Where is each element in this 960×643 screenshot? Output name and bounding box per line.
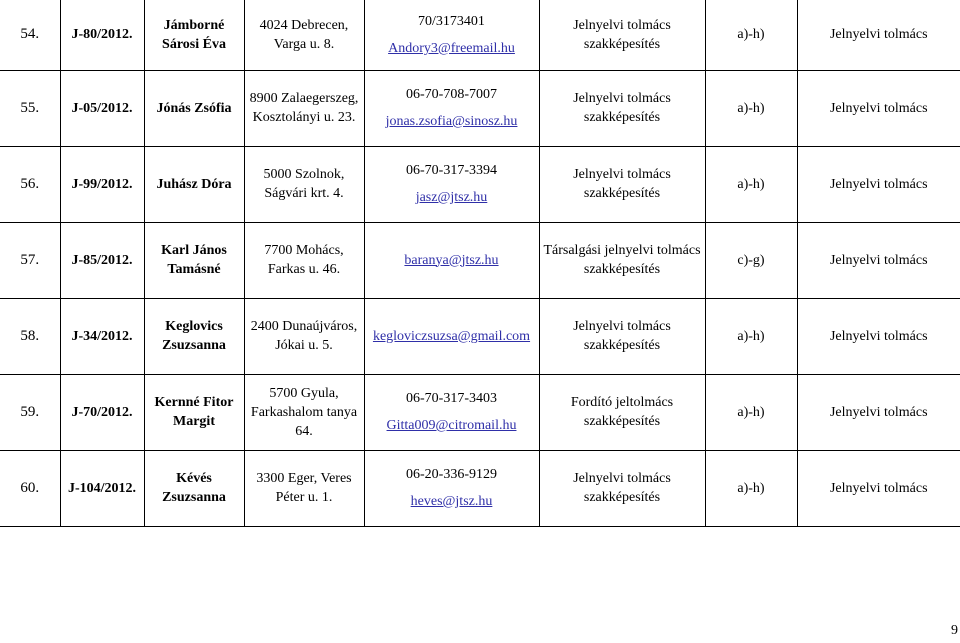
address-line: 5000 Szolnok,: [263, 167, 345, 182]
registration-number: J-34/2012.: [60, 298, 144, 374]
row-number: 58.: [0, 298, 60, 374]
address-line: Ságvári krt. 4.: [264, 186, 344, 201]
qualification: Jelnyelvi tolmács szakképesítés: [539, 0, 705, 70]
address-line: Jókai u. 5.: [275, 338, 333, 353]
address-line: 4024 Debrecen,: [259, 17, 349, 33]
scope-code: a)-h): [705, 298, 797, 374]
person-name: Jámborné Sárosi Éva: [144, 0, 244, 70]
person-name: Karl János Tamásné: [144, 222, 244, 298]
address-line: 3300 Eger, Veres: [256, 471, 352, 486]
table-row: [0, 298, 960, 374]
scope-code: a)-h): [705, 70, 797, 146]
scope-code: a)-h): [705, 0, 797, 70]
row-number: 56.: [0, 146, 60, 222]
email-link[interactable]: jasz@jtsz.hu: [415, 190, 488, 205]
address-line: Farkashalom tanya: [250, 404, 358, 420]
contact-cell: [364, 374, 539, 450]
phone-number: 06-70-708-7007: [406, 87, 497, 102]
field-of-activity: Jelnyelvi tolmács: [797, 374, 960, 450]
contact-cell: [364, 70, 539, 146]
qualification: Jelnyelvi tolmács szakképesítés: [539, 70, 705, 146]
registration-number: J-104/2012.: [60, 450, 144, 526]
row-number: 55.: [0, 70, 60, 146]
address-cell: [244, 222, 364, 298]
address-cell: [244, 0, 364, 70]
scope-code: a)-h): [705, 146, 797, 222]
contact-cell: [364, 450, 539, 526]
person-name: Kernné Fitor Margit: [144, 374, 244, 450]
phone-number: 06-70-317-3394: [406, 163, 497, 178]
field-of-activity: Jelnyelvi tolmács: [797, 146, 960, 222]
address-cell: [244, 70, 364, 146]
scope-code: a)-h): [705, 450, 797, 526]
row-number: 59.: [0, 374, 60, 450]
page-number: 9: [951, 623, 958, 638]
qualification: Fordító jeltolmács szakképesítés: [539, 374, 705, 450]
address-line: 7700 Mohács,: [264, 243, 344, 258]
email-link[interactable]: baranya@jtsz.hu: [404, 252, 499, 268]
person-name: Kévés Zsuzsanna: [144, 450, 244, 526]
email-link[interactable]: Gitta009@citromail.hu: [386, 418, 517, 433]
field-of-activity: Jelnyelvi tolmács: [797, 70, 960, 146]
registration-number: J-85/2012.: [60, 222, 144, 298]
row-number: 57.: [0, 222, 60, 298]
email-link[interactable]: jonas.zsofia@sinosz.hu: [385, 114, 518, 129]
registration-number: J-99/2012.: [60, 146, 144, 222]
address-cell: [244, 146, 364, 222]
address-line: 5700 Gyula,: [269, 385, 339, 401]
email-link[interactable]: Andory3@freemail.hu: [388, 40, 515, 56]
table-row: [0, 70, 960, 146]
table-row: [0, 222, 960, 298]
address-line: 8900 Zalaegerszeg,: [249, 91, 359, 106]
table-row: [0, 146, 960, 222]
qualification: Jelnyelvi tolmács szakképesítés: [539, 146, 705, 222]
scope-code: c)-g): [705, 222, 797, 298]
registration-number: J-05/2012.: [60, 70, 144, 146]
email-link[interactable]: kegloviczsuzsa@gmail.com: [372, 328, 531, 344]
contact-cell: [364, 0, 539, 70]
address-line: 64.: [295, 423, 313, 439]
address-line: Péter u. 1.: [275, 490, 333, 505]
qualification: Jelnyelvi tolmács szakképesítés: [539, 298, 705, 374]
address-cell: [244, 374, 364, 450]
address-line: 2400 Dunaújváros,: [250, 319, 358, 334]
contact-cell: [364, 222, 539, 298]
qualification: Társalgási jelnyelvi tolmács szakképesítés: [539, 222, 705, 298]
row-number: 60.: [0, 450, 60, 526]
field-of-activity: Jelnyelvi tolmács: [797, 222, 960, 298]
address-line: Varga u. 8.: [273, 36, 335, 52]
contact-cell: [364, 298, 539, 374]
table-row: [0, 374, 960, 450]
address-cell: [244, 450, 364, 526]
person-name: Jónás Zsófia: [144, 70, 244, 146]
scope-code: a)-h): [705, 374, 797, 450]
address-cell: [244, 298, 364, 374]
email-link[interactable]: heves@jtsz.hu: [410, 494, 493, 509]
address-line: Kosztolányi u. 23.: [252, 110, 356, 125]
table-row: [0, 0, 960, 70]
phone-number: 06-20-336-9129: [406, 467, 497, 482]
table-row: [0, 450, 960, 526]
phone-number: 70/3173401: [418, 13, 485, 29]
qualification: Jelnyelvi tolmács szakképesítés: [539, 450, 705, 526]
registration-number: J-80/2012.: [60, 0, 144, 70]
row-number: 54.: [0, 0, 60, 70]
registration-number: J-70/2012.: [60, 374, 144, 450]
contact-cell: [364, 146, 539, 222]
phone-number: 06-70-317-3403: [406, 391, 497, 406]
field-of-activity: Jelnyelvi tolmács: [797, 0, 960, 70]
field-of-activity: Jelnyelvi tolmács: [797, 450, 960, 526]
person-name: Keglovics Zsuzsanna: [144, 298, 244, 374]
address-line: Farkas u. 46.: [267, 262, 341, 277]
field-of-activity: Jelnyelvi tolmács: [797, 298, 960, 374]
person-name: Juhász Dóra: [144, 146, 244, 222]
